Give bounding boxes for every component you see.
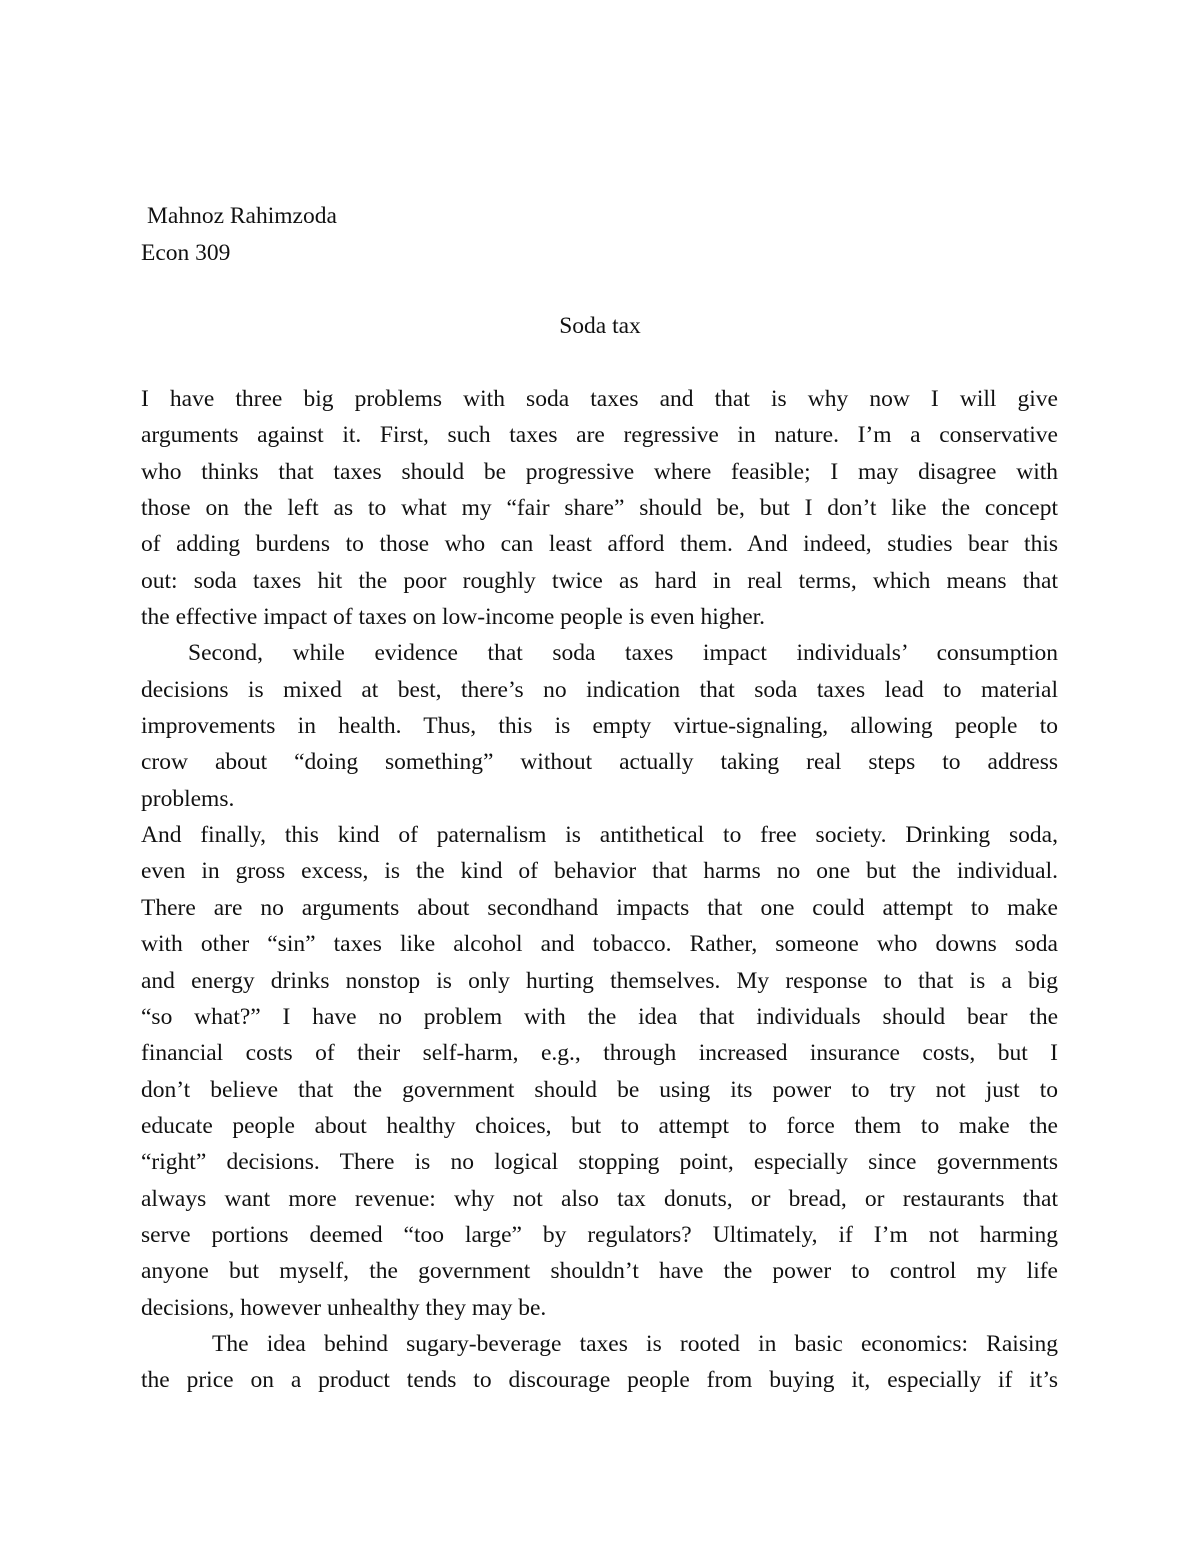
essay-line: of adding burdens to those who can least afford them. And indeed, studies bear this — [141, 531, 1058, 558]
essay-line: financial costs of their self-harm, e.g., through increased insurance costs, but I — [141, 1040, 1058, 1067]
essay-line: the price on a product tends to discourage people from buying it, especially if it’s — [141, 1367, 1058, 1394]
essay-line: even in gross excess, is the kind of behavior that harms no one but the individual. — [141, 858, 1058, 885]
essay-line: arguments against it. First, such taxes are regressive in nature. I’m a conservative — [141, 422, 1058, 449]
essay-line: “right” decisions. There is no logical stopping point, especially since governments — [141, 1149, 1058, 1176]
essay-line: those on the left as to what my “fair share” should be, but I don’t like the concept — [141, 495, 1058, 522]
author-name: Mahnoz Rahimzoda — [147, 203, 337, 229]
essay-line: don’t believe that the government should be using its power to try not just to — [141, 1076, 1058, 1103]
essay-line: with other “sin” taxes like alcohol and tobacco. Rather, someone who downs soda — [141, 931, 1058, 958]
essay-line: “so what?” I have no problem with the idea that individuals should bear the — [141, 1003, 1058, 1030]
essay-line: problems. — [141, 785, 235, 812]
essay-line: crow about “doing something” without actually taking real steps to address — [141, 749, 1058, 776]
essay-line: And finally, this kind of paternalism is antithetical to free society. Drinking soda, — [141, 822, 1058, 849]
essay-line: serve portions deemed “too large” by regulators? Ultimately, if I’m not harming — [141, 1221, 1058, 1248]
document-title: Soda tax — [559, 313, 641, 339]
essay-line: I have three big problems with soda taxes and that is why now I will give — [141, 386, 1058, 412]
essay-line: who thinks that taxes should be progressive where feasible; I may disagree with — [141, 458, 1058, 485]
essay-line: decisions is mixed at best, there’s no indication that soda taxes lead to material — [141, 676, 1058, 703]
essay-line: out: soda taxes hit the poor roughly twice as hard in real terms, which means that — [141, 567, 1058, 594]
essay-line: anyone but myself, the government shouldn’t have the power to control my life — [141, 1258, 1058, 1285]
essay-line: and energy drinks nonstop is only hurting themselves. My response to that is a big — [141, 967, 1058, 994]
essay-line: the effective impact of taxes on low-income people is even higher. — [141, 604, 766, 631]
essay-line: educate people about healthy choices, but to attempt to force them to make the — [141, 1112, 1058, 1139]
essay-line: decisions, however unhealthy they may be. — [141, 1294, 547, 1321]
course-name: Econ 309 — [141, 240, 231, 266]
essay-line: always want more revenue: why not also tax donuts, or bread, or restaurants that — [141, 1185, 1058, 1212]
essay-line: Second, while evidence that soda taxes impact individuals’ consumption — [188, 640, 1058, 667]
essay-line: improvements in health. Thus, this is empty virtue-signaling, allowing people to — [141, 713, 1058, 740]
essay-line: The idea behind sugary-beverage taxes is rooted in basic economics: Raising — [212, 1330, 1058, 1357]
essay-line: There are no arguments about secondhand impacts that one could attempt to make — [141, 894, 1058, 921]
essay-body — [141, 381, 1058, 1399]
